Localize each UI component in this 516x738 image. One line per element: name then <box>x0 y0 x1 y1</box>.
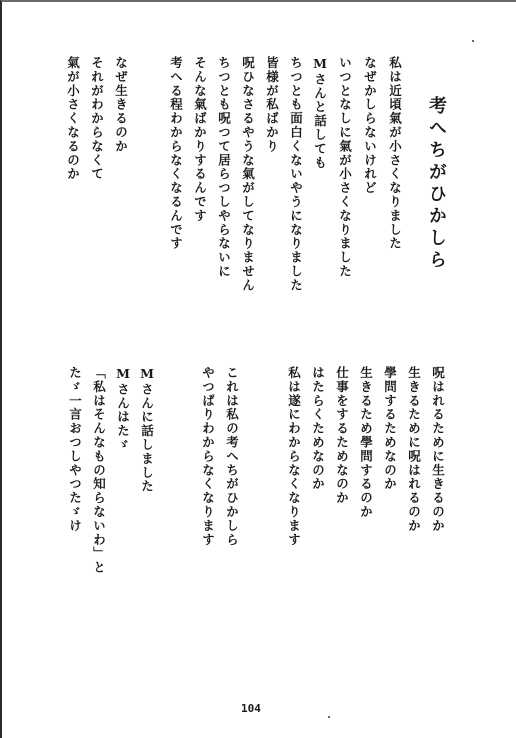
poem-line: Mさんと話しても <box>312 56 328 170</box>
poem-line: なぜ生きるのか <box>113 56 129 154</box>
poem-line: そんな氣ばかりするんです <box>192 56 208 223</box>
poem-line: いつとなしに氣が小さくなりました <box>337 56 353 279</box>
poem-title: 考へちがひかしら <box>426 96 447 272</box>
poem-line: 「私はそんなもの知らないわ」と <box>91 366 107 575</box>
poem-line: 私は遂にわからなくなります <box>286 366 302 547</box>
poem-line: 生きるため學問するのか <box>358 366 374 519</box>
poem-line: 考へる程わからなくなるんです <box>168 56 184 251</box>
poem-line: たゞ一言おつしやつたゞけ <box>67 366 83 533</box>
poem-line: やつぱりわからなくなります <box>200 366 216 547</box>
poem-line: なぜかしらないけれど <box>362 56 378 195</box>
poem-line: Mさんはたゞ <box>115 366 131 452</box>
poem-line: 私は近頃氣が小さくなりました <box>387 56 403 251</box>
poem-line: 氣が小さくなるのか <box>65 56 81 182</box>
poem-line: 呪ひなさるやうな氣がしてなりません <box>240 56 256 293</box>
poem-line: Mさんに話しました <box>139 366 155 494</box>
poem-line: それがわからなくて <box>89 56 105 182</box>
poem-line: ちつとも呪つて居らつしやらないに <box>216 56 232 279</box>
poem-line: ちつとも面白くないやうになりました <box>288 56 304 293</box>
poem-line: これは私の考へちがひかしら <box>224 366 240 547</box>
poem-line: 皆様が私ばかり <box>264 56 280 154</box>
poem-line: 生きるために呪はれるのか <box>406 366 422 533</box>
poem-line: 仕事をするためなのか <box>334 366 350 505</box>
print-speck <box>472 40 474 42</box>
print-speck <box>328 716 330 718</box>
page-number: 104 <box>241 702 261 715</box>
poem-line: はたらくためなのか <box>310 366 326 492</box>
poem-line: 學問するためなのか <box>382 366 398 492</box>
poem-line: 呪はれるために生きるのか <box>430 366 446 533</box>
